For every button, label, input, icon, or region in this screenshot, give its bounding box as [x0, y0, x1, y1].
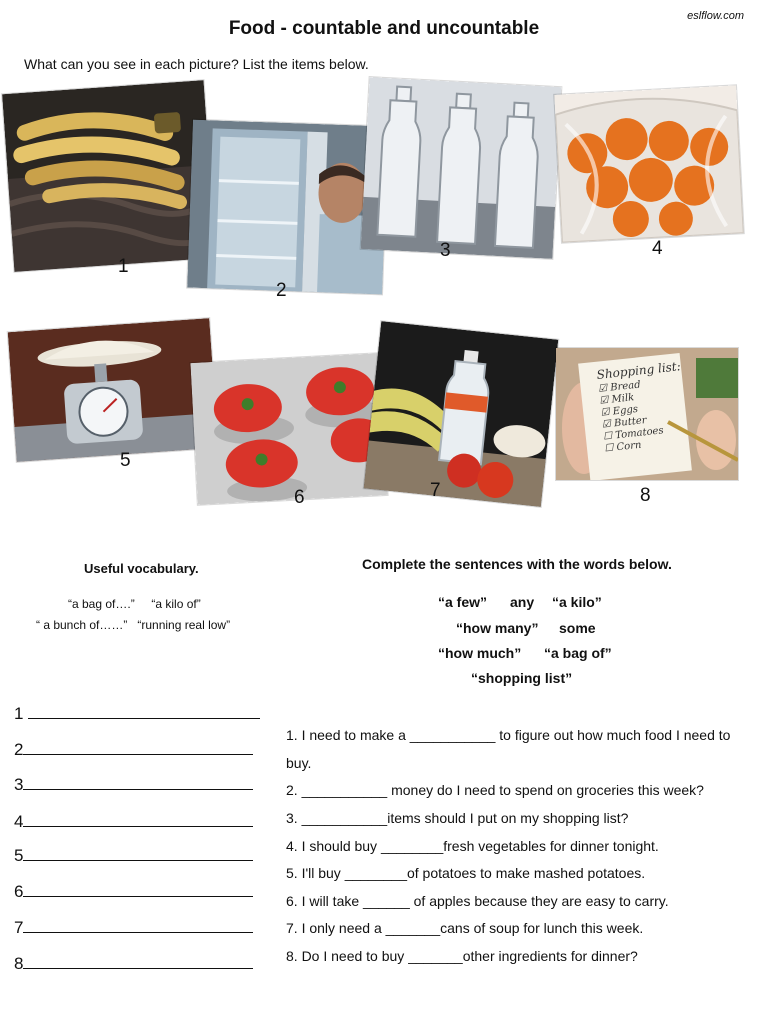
answer-number: 2 [14, 740, 24, 759]
fridge-photo [187, 120, 388, 295]
answer-blank[interactable] [28, 704, 260, 719]
answer-line-8[interactable] [14, 954, 253, 974]
answer-blank[interactable] [23, 812, 253, 827]
shopping-note-item: ☑ Butter [601, 415, 648, 431]
photo-label-8: 8 [640, 485, 651, 506]
water-bottles-photo [361, 77, 562, 259]
sentence-8: 8. Do I need to buy _______other ingredients for dinner? [286, 948, 638, 964]
sentence-5: 5. I'll buy ________of potatoes to make mashed potatoes. [286, 865, 646, 881]
answer-blank[interactable] [23, 740, 253, 755]
word-a-few: “a few” [438, 594, 488, 610]
answer-number: 5 [14, 846, 24, 865]
oranges-photo [554, 85, 743, 242]
answer-number: 1 [14, 704, 24, 723]
answer-number: 4 [14, 812, 24, 831]
shopping-note-items [598, 375, 689, 455]
page-title: Food - countable and uncountable [228, 18, 540, 39]
answer-blank[interactable] [23, 882, 253, 897]
answer-blank[interactable] [23, 846, 253, 861]
word-shopping-list: “shopping list” [471, 670, 573, 686]
answer-blank[interactable] [23, 954, 253, 969]
shopping-note-item: ☑ Bread [597, 379, 642, 395]
sentence-6: 6. I will take ______ of apples because they are easy to carry. [286, 893, 669, 909]
answer-number: 3 [14, 775, 24, 794]
bananas-photo [2, 80, 216, 272]
shopping-note-title: Shopping list: [596, 359, 682, 382]
photo-label-6: 6 [294, 487, 305, 508]
answer-line-1[interactable] [14, 704, 260, 724]
answer-line-7[interactable] [14, 918, 253, 938]
bananas-image [2, 80, 216, 272]
answer-number: 8 [14, 954, 24, 973]
photo-label-7: 7 [430, 480, 441, 501]
photo-label-3: 3 [440, 240, 451, 261]
site-name: eslflow.com [687, 10, 744, 22]
answer-number: 7 [14, 918, 24, 937]
word-how-many: “how many” [456, 620, 539, 636]
photo-label-2: 2 [276, 280, 287, 301]
vocab-title: Useful vocabulary. [84, 561, 199, 576]
photo-label-4: 4 [652, 238, 663, 259]
word-some: some [559, 620, 596, 636]
groceries-image [364, 321, 559, 507]
photo-label-5: 5 [120, 450, 131, 471]
sentence-2: 2. ___________ money do I need to spend on groceries this week? [286, 782, 704, 798]
photo-label-1: 1 [118, 256, 129, 277]
answer-blank[interactable] [23, 775, 253, 790]
scale-image [8, 318, 219, 462]
word-a-kilo: “a kilo” [552, 594, 602, 610]
word-how-much: “how much” [438, 645, 522, 661]
shopping-note-item: ☐ Tomatoes [602, 425, 665, 443]
shopping-note-item: ☐ Corn [603, 439, 642, 455]
water-bottles-image [361, 77, 562, 259]
answer-number: 6 [14, 882, 24, 901]
answer-line-2[interactable] [14, 740, 253, 760]
sentence-4: 4. I should buy ________fresh vegetables for dinner tonight. [286, 838, 659, 854]
groceries-photo [364, 321, 559, 507]
shopping-note-item: ☑ Milk [598, 392, 635, 407]
sentence-7: 7. I only need a _______cans of soup for lunch this week. [286, 920, 644, 936]
vocab-line-1: “a bag of….” “a kilo of” [68, 597, 201, 611]
answer-line-4[interactable] [14, 812, 253, 832]
shopping-note [596, 359, 689, 455]
answer-line-6[interactable] [14, 882, 253, 902]
sentence-1: 1. I need to make a ___________ to figure out how much food I need to buy. [286, 727, 731, 771]
scale-photo [8, 318, 219, 462]
complete-title: Complete the sentences with the words below. [362, 556, 672, 572]
oranges-image [554, 85, 743, 242]
tomatoes-image [190, 353, 387, 505]
shopping-list-photo [556, 348, 738, 480]
word-a-bag-of: “a bag of” [544, 645, 612, 661]
fridge-image [187, 120, 388, 295]
word-any: any [510, 594, 535, 610]
sentence-3: 3. ___________items should I put on my shopping list? [286, 810, 629, 826]
answer-line-5[interactable] [14, 846, 253, 866]
instruction-text: What can you see in each picture? List the items below. [24, 56, 369, 72]
answer-line-3[interactable] [14, 775, 253, 795]
vocab-line-2: “ a bunch of……” “running real low” [36, 618, 231, 632]
answer-blank[interactable] [23, 918, 253, 933]
tomatoes-photo [190, 353, 387, 505]
shopping-note-item: ☑ Eggs [600, 403, 639, 419]
